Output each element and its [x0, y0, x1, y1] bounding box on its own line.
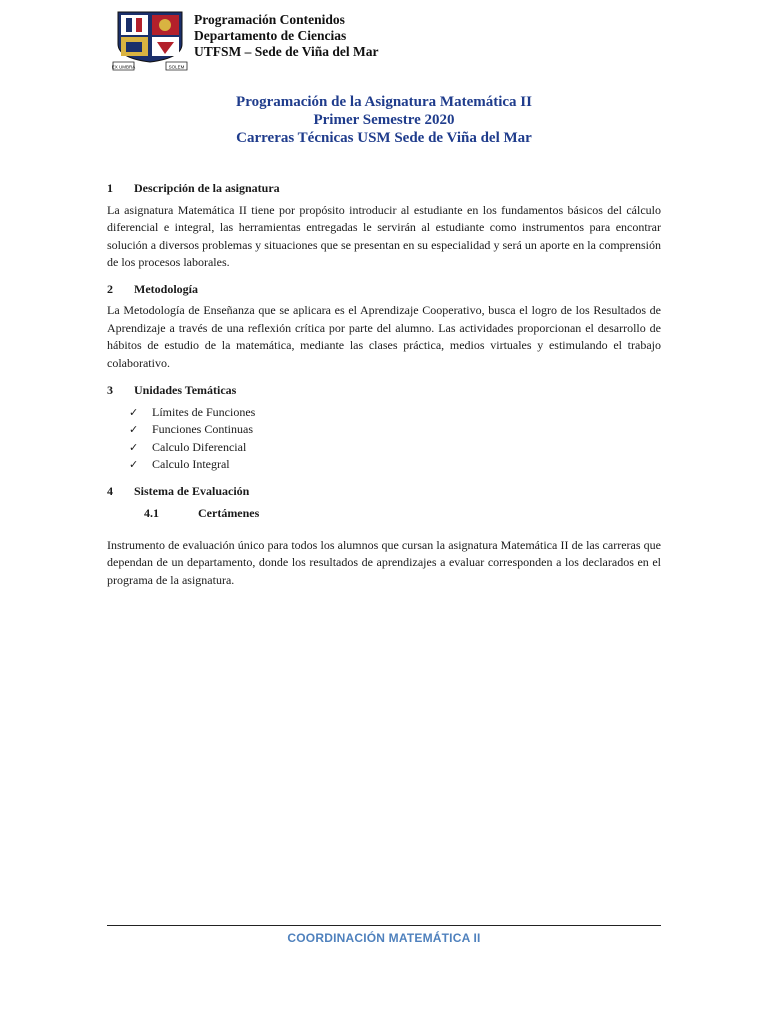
header-line-campus: UTFSM – Sede de Viña del Mar — [194, 44, 379, 59]
usm-crest-logo — [112, 10, 188, 72]
motto-right: SOLEM — [168, 64, 185, 70]
section-title: Unidades Temáticas — [134, 383, 237, 397]
list-item-label: Funciones Continuas — [152, 422, 253, 436]
section-text-evaluation: Instrumento de evaluación único para todos los alumnos que cursan la asignatura Matemática II de las carreras que dependan de un departamento, donde los resultados de aprendizajes a evaluar corresponden a los declarados en el programa de la asignatura. — [107, 537, 661, 587]
check-icon: ✓ — [129, 423, 139, 436]
section-heading-evaluation — [107, 483, 661, 501]
document-title — [0, 93, 768, 147]
check-icon: ✓ — [129, 440, 139, 454]
list-item — [129, 439, 661, 457]
section-number: 4 — [107, 483, 113, 498]
list-item-label: Calculo Diferencial — [152, 439, 247, 454]
section-title: Descripción de la asignatura — [134, 181, 280, 195]
document-body — [107, 180, 661, 589]
list-item-label: Calculo Integral — [152, 457, 230, 471]
check-icon: ✓ — [129, 458, 139, 471]
motto-left: EX UMBRA — [112, 64, 136, 70]
section-text-description: La asignatura Matemática II tiene por propósito introducir al estudiante en los fundamentos básicos del cálculo diferencial e integral, las herramientas entregadas le servirán al estudiante como instrumentos para encontrar solución a diversos problemas y situaciones que se presentan en su especialidad y será un aporte en la comprensión de los procesos laborales. — [107, 202, 661, 269]
header-text-block — [194, 12, 379, 60]
list-item — [129, 421, 661, 439]
crest-icon — [112, 10, 188, 72]
section-title: Sistema de Evaluación — [134, 483, 250, 498]
header-line-program: Programación Contenidos — [194, 12, 345, 27]
section-heading-methodology — [107, 281, 661, 299]
section-heading-description — [107, 180, 661, 198]
subsection-title: Certámenes — [198, 506, 260, 520]
section-number: 2 — [107, 281, 113, 296]
title-course: Programación de la Asignatura Matemática II — [236, 94, 532, 110]
footer-text: COORDINACIÓN MATEMÁTICA II — [287, 931, 481, 945]
section-text-methodology: La Metodología de Enseñanza que se aplicara es el Aprendizaje Cooperativo, busca el logro de los Resultados de Aprendizaje a través de una reflexión crítica por parte del alumno. Las actividades proporcionan el desarrollo de hábitos de estudio de la matemática, mediante las clases práctica, medios virtuales y estimulando el trabajo colaborativo. — [107, 303, 661, 370]
title-careers: Carreras Técnicas USM Sede de Viña del Mar — [236, 130, 532, 146]
list-item-label: Límites de Funciones — [152, 404, 256, 419]
section-heading-units — [107, 382, 661, 400]
page-header — [112, 10, 672, 74]
title-semester: Primer Semestre 2020 — [313, 112, 455, 128]
subsection-heading-exams — [144, 505, 661, 523]
section-title: Metodología — [134, 281, 198, 296]
section-number: 1 — [107, 181, 113, 195]
subsection-number: 4.1 — [144, 506, 159, 520]
section-number: 3 — [107, 383, 113, 397]
footer-divider — [107, 925, 661, 926]
list-item — [129, 404, 661, 422]
check-icon: ✓ — [129, 405, 139, 419]
list-item — [129, 456, 661, 474]
header-line-department: Departamento de Ciencias — [194, 28, 347, 43]
units-list — [129, 404, 661, 474]
